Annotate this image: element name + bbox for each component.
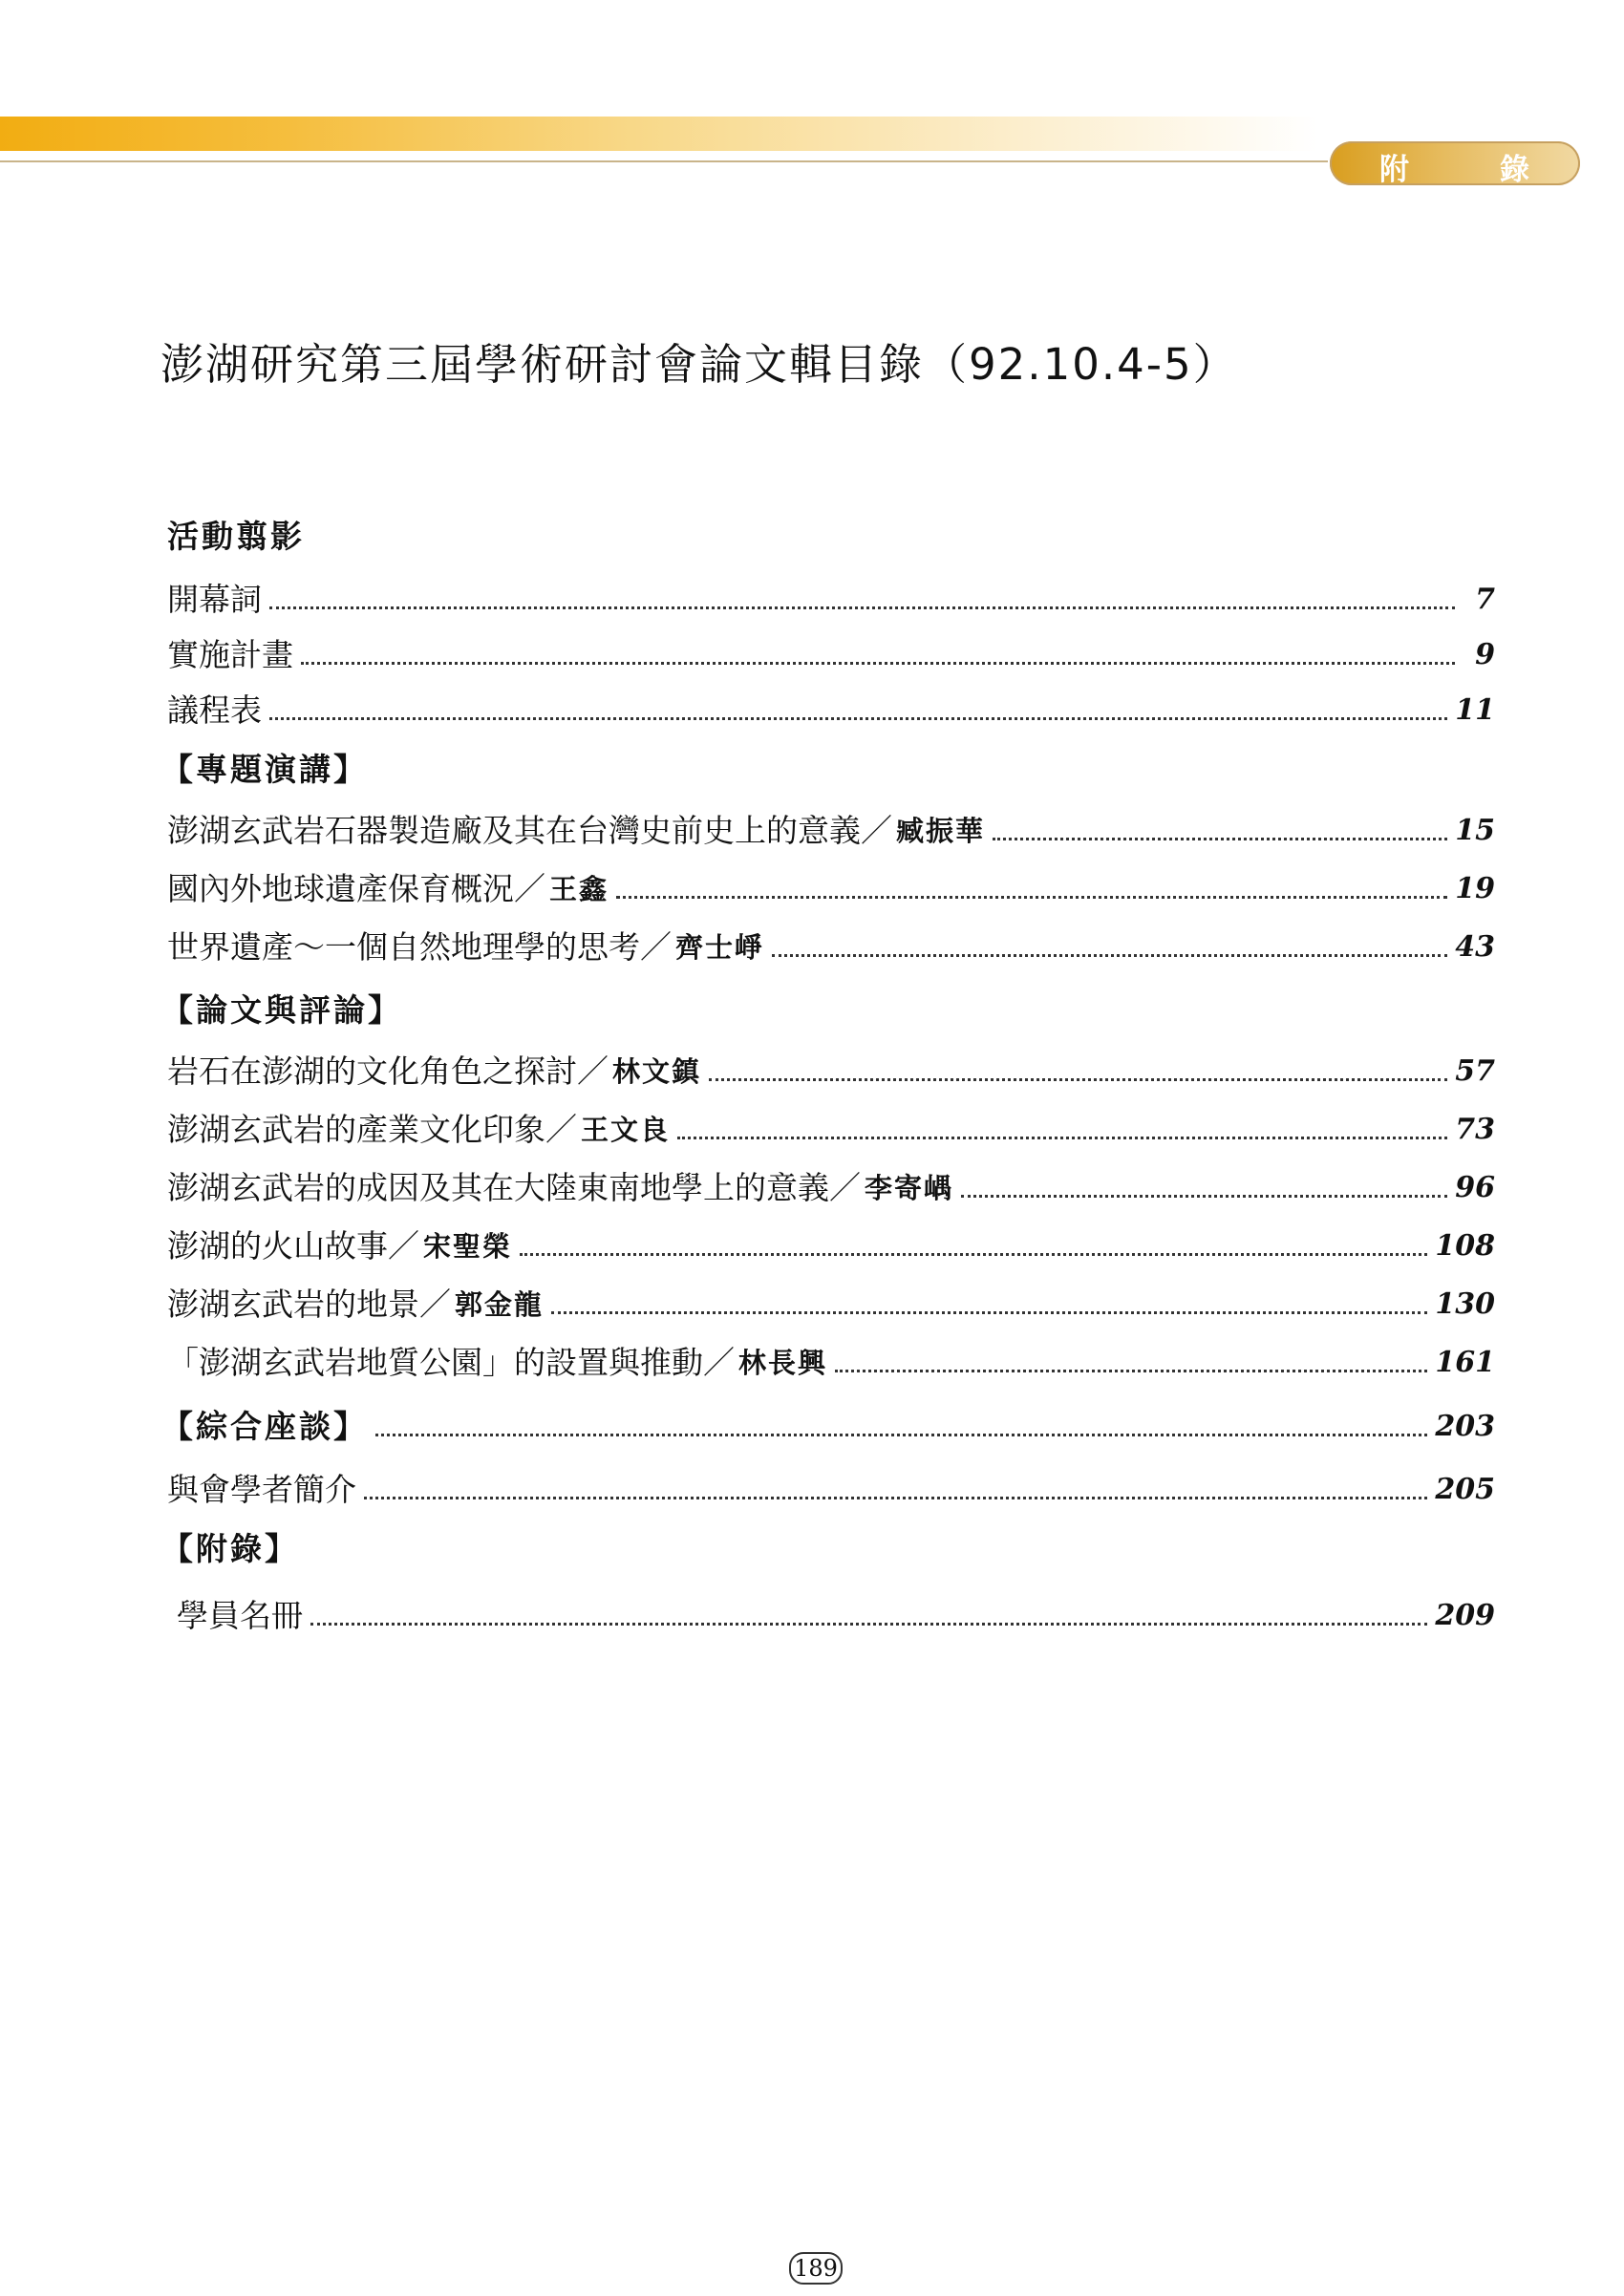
- toc-entry[interactable]: [167, 1159, 1495, 1207]
- toc-entry-author: 齊士崢: [675, 931, 765, 964]
- toc-entry-title: 澎湖的火山故事／: [167, 1227, 419, 1265]
- toc-entry-page: 11: [1455, 693, 1495, 727]
- toc-entry[interactable]: [167, 1276, 1495, 1324]
- toc-entry-title: 澎湖玄武岩石器製造廠及其在台灣史前史上的意義／: [167, 812, 892, 849]
- toc-entry[interactable]: [167, 627, 1495, 674]
- toc-entry-title: 世界遺產～一個自然地理學的思考／: [167, 928, 672, 966]
- section-heading-appendix: 【附錄】: [161, 1530, 299, 1567]
- appendix-tab-char-2: 錄: [1500, 153, 1531, 187]
- dot-leader: [551, 1311, 1427, 1314]
- dot-leader: [616, 896, 1447, 899]
- toc-entry-page: 19: [1455, 872, 1495, 905]
- toc-entry-title: 國內外地球遺產保育概況／: [167, 870, 545, 907]
- toc-entry[interactable]: [167, 1334, 1495, 1382]
- toc-entry[interactable]: [167, 1218, 1495, 1265]
- toc-entry-author: 王鑫: [549, 873, 609, 905]
- toc-entry-page: 7: [1475, 583, 1495, 616]
- appendix-tab-char-1: 附: [1379, 153, 1411, 187]
- toc-entry-page: 161: [1435, 1346, 1495, 1379]
- page-title: 澎湖研究第三屆學術研討會論文輯目錄（92.10.4-5）: [160, 339, 1238, 390]
- toc-entry-page: 15: [1455, 814, 1495, 847]
- toc-entry-title: 澎湖玄武岩的地景／: [167, 1286, 451, 1323]
- toc-entry-page: 108: [1435, 1229, 1495, 1263]
- toc-entry-page: 9: [1475, 638, 1495, 671]
- toc-entry[interactable]: [167, 571, 1495, 619]
- toc-entry-page: 57: [1455, 1054, 1495, 1088]
- dot-leader: [961, 1195, 1447, 1198]
- toc-entry-author: 林文鎮: [612, 1055, 702, 1088]
- toc-entry[interactable]: [167, 802, 1495, 850]
- toc-entry-author: 郭金龍: [455, 1288, 545, 1321]
- dot-leader: [269, 717, 1447, 720]
- toc-entry-page: 205: [1435, 1473, 1495, 1506]
- toc-entry-page: 43: [1455, 930, 1495, 964]
- header-gradient-band: [0, 117, 1318, 151]
- dot-leader: [677, 1137, 1447, 1139]
- toc-entry-title: 澎湖玄武岩的成因及其在大陸東南地學上的意義／: [167, 1169, 861, 1206]
- toc-entry-title: 實施計畫: [167, 636, 293, 673]
- toc-entry-title: 岩石在澎湖的文化角色之探討／: [167, 1052, 609, 1090]
- toc-entry[interactable]: [167, 682, 1495, 730]
- section-heading-keynote: 【專題演講】: [161, 751, 368, 788]
- toc-entry-author: 林長興: [738, 1347, 828, 1379]
- section-heading-photos: 活動翦影: [167, 518, 305, 555]
- toc-entry-title: 開幕詞: [167, 581, 262, 618]
- toc-entry-title: 澎湖玄武岩的產業文化印象／: [167, 1111, 577, 1148]
- dot-leader: [709, 1078, 1447, 1081]
- toc-entry-page: 96: [1455, 1171, 1495, 1204]
- toc-entry-page: 130: [1435, 1287, 1495, 1321]
- toc-entry[interactable]: [167, 1101, 1495, 1149]
- toc-entry-author: 宋聖榮: [423, 1230, 513, 1263]
- page-number: 189: [789, 2252, 843, 2285]
- toc-entry[interactable]: [177, 1587, 1495, 1635]
- appendix-tab: [1330, 141, 1580, 185]
- toc-entry-page: 203: [1435, 1410, 1495, 1443]
- toc-entry-page: 209: [1435, 1599, 1495, 1632]
- dot-leader: [310, 1623, 1427, 1626]
- dot-leader: [375, 1434, 1427, 1436]
- toc-entry-title: 與會學者簡介: [167, 1471, 356, 1508]
- toc-entry-title: 議程表: [167, 691, 262, 729]
- section-heading-papers: 【論文與評論】: [161, 991, 402, 1029]
- toc-entry-author: 王文良: [581, 1114, 671, 1146]
- dot-leader: [364, 1497, 1427, 1499]
- dot-leader: [301, 662, 1455, 665]
- toc-entry[interactable]: [167, 919, 1495, 967]
- dot-leader: [269, 606, 1455, 609]
- toc-entry-title: 【綜合座談】: [161, 1408, 368, 1445]
- toc-entry-page: 73: [1455, 1113, 1495, 1146]
- toc-entry-title: 「澎湖玄武岩地質公園」的設置與推動／: [167, 1344, 735, 1381]
- dot-leader: [835, 1370, 1427, 1372]
- toc-entry-author: 李寄嵎: [865, 1172, 954, 1204]
- toc-entry-author: 臧振華: [896, 815, 986, 847]
- toc-entry-forum[interactable]: [161, 1398, 1495, 1446]
- toc-entry[interactable]: [167, 1043, 1495, 1091]
- dot-leader: [772, 954, 1447, 957]
- toc-entry-title: 學員名冊: [177, 1597, 303, 1634]
- dot-leader: [520, 1253, 1427, 1256]
- header-rule: [0, 160, 1328, 162]
- dot-leader: [993, 838, 1447, 840]
- toc-entry-scholars[interactable]: [167, 1461, 1495, 1509]
- toc-entry[interactable]: [167, 861, 1495, 908]
